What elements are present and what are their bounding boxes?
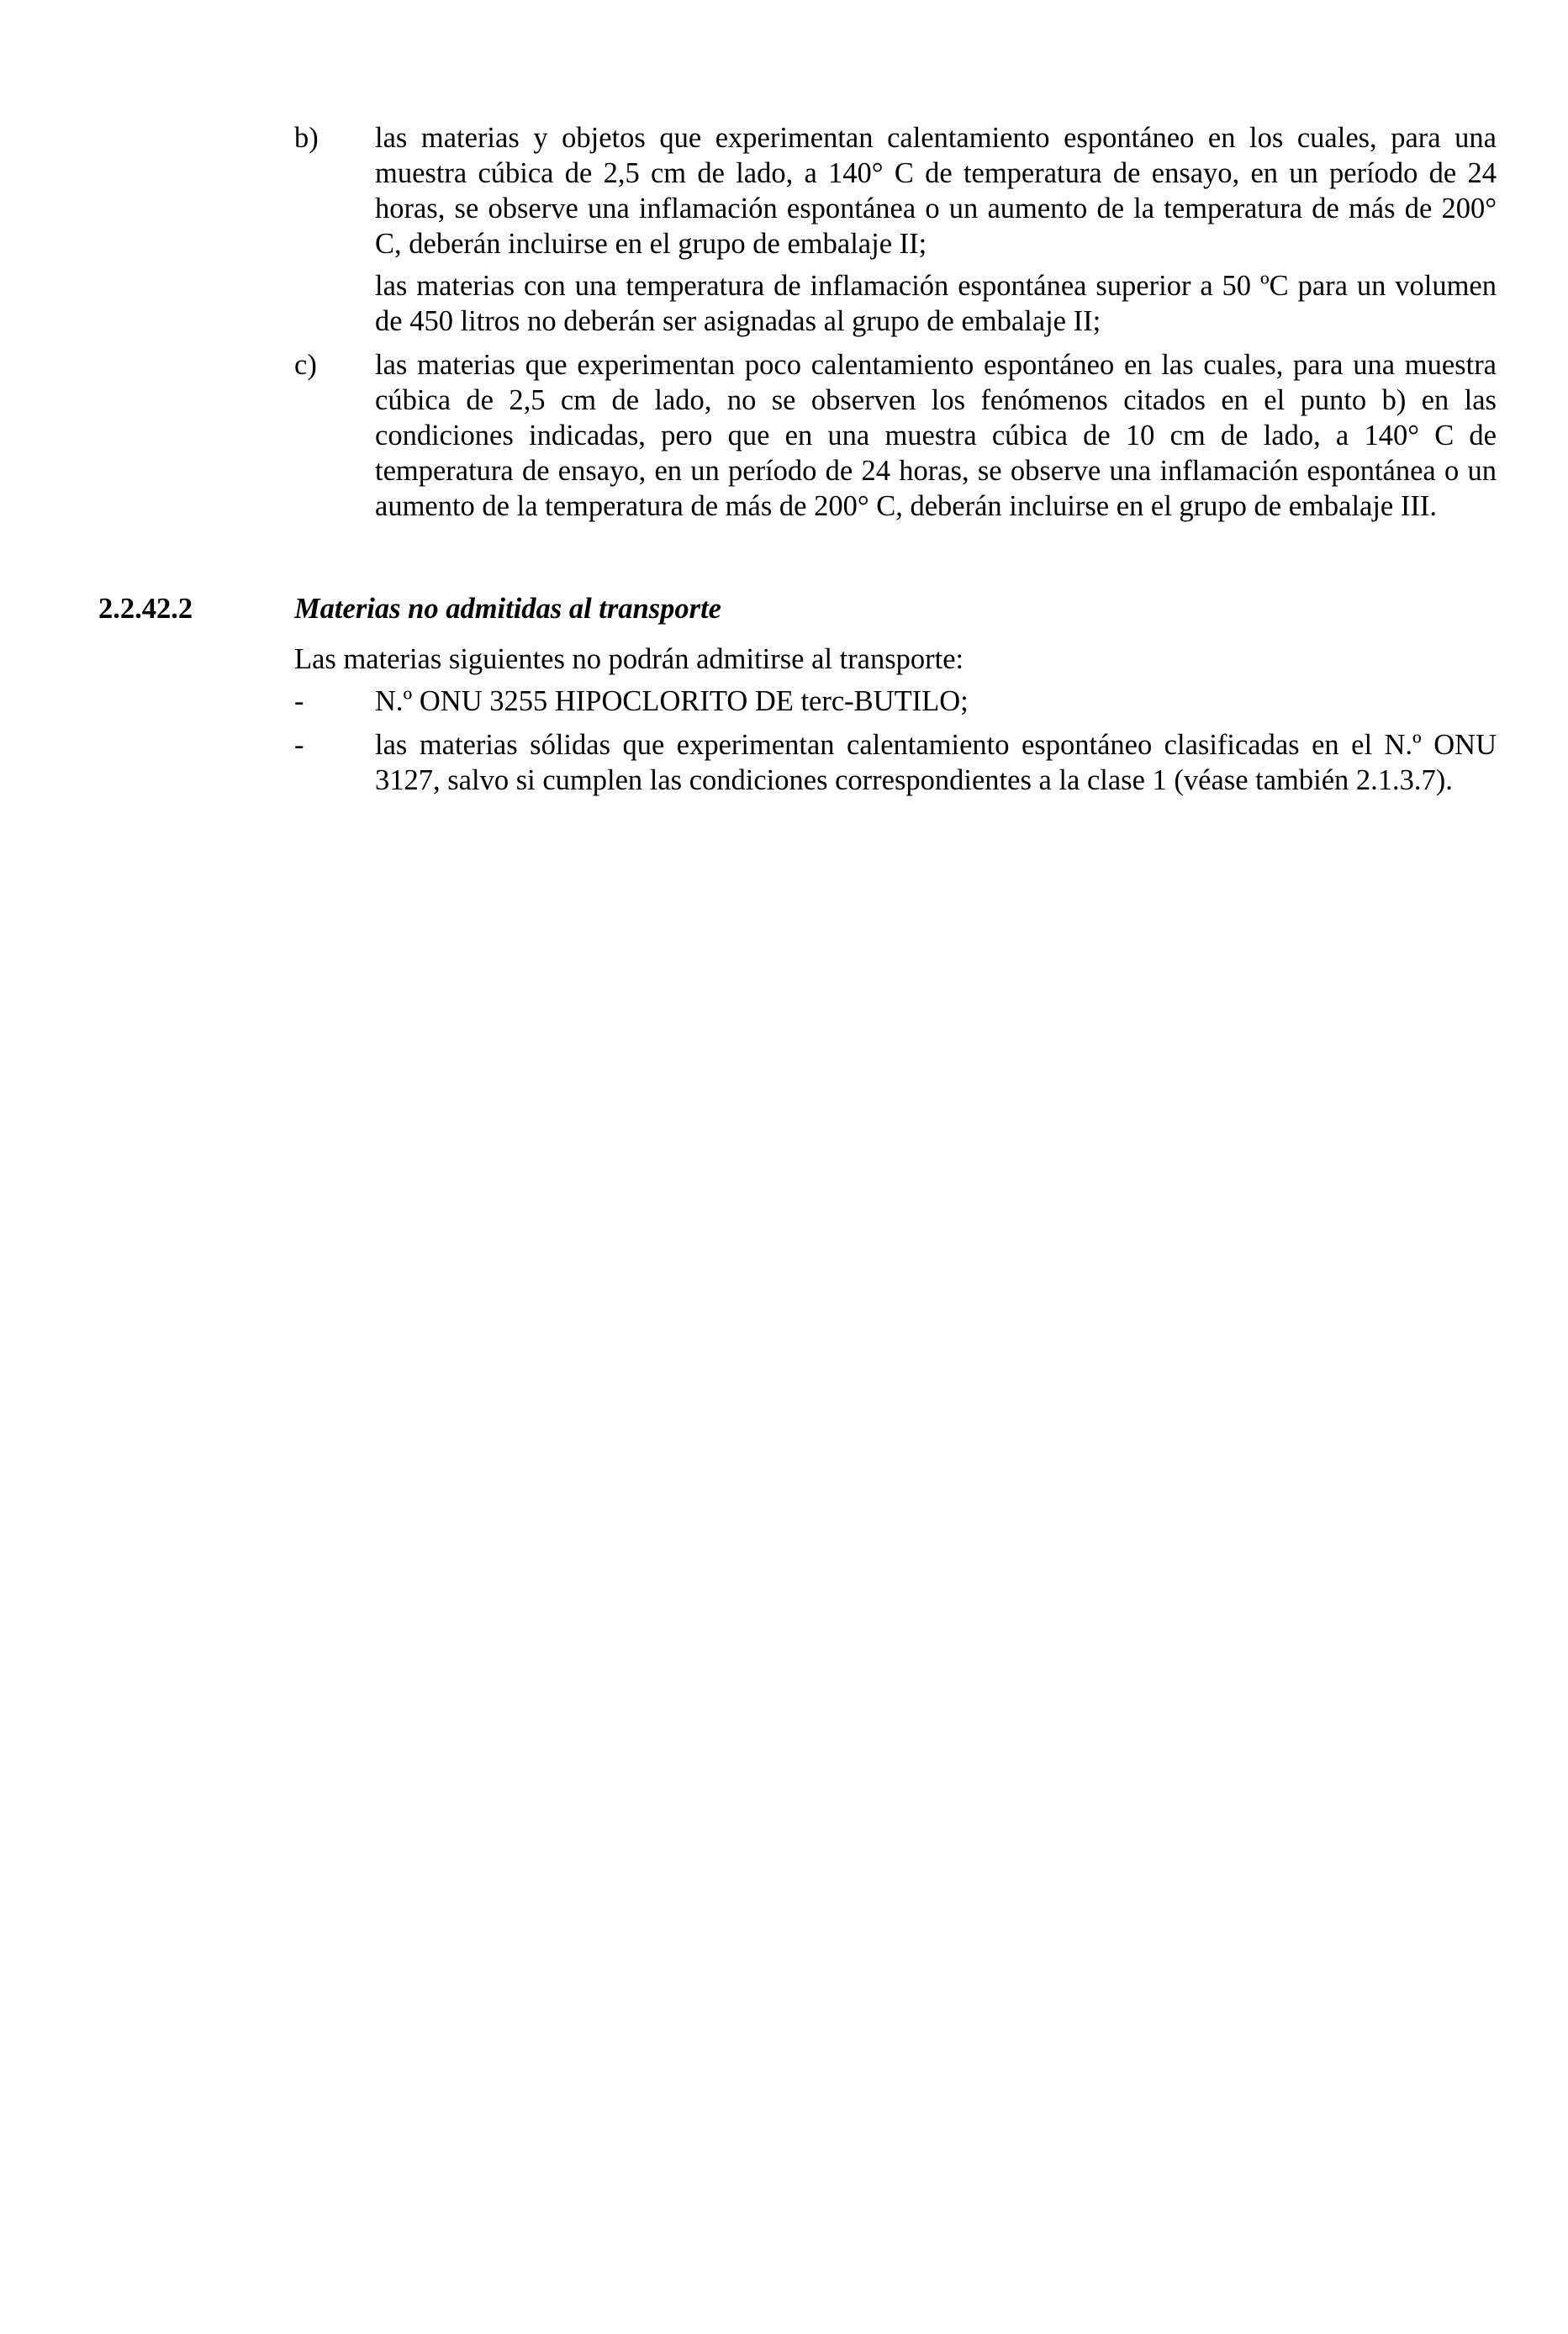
item-paragraph: las materias que experimentan poco calentamiento espontáneo en las cuales, para una muestra cúbica de 2,5 cm de lado, no se observen los fenómenos citados en el punto b) en las condiciones indicadas, pero que en una muestra cúbica de 10 cm de lado, a 140° C de temperatura de ensayo, en un período de 24 horas, se observe una inflamación espontánea o un aumento de la temperatura de más de 200° C, deberán incluirse en el grupo de embalaje III. [375,349,1497,522]
item-text: las materias sólidas que experimentan calentamiento espontáneo clasificadas en el N.º ONU 3127, salvo si cumplen las condiciones correspondientes a la clase 1 (véase también 2.1.3.7). [375,729,1497,796]
section-title: Materias no admitidas al transporte [294,593,721,625]
section-intro: Las materias siguientes no podrán admitirse al transporte: [294,643,964,675]
dash-list-item [294,727,1497,798]
item-marker: c) [294,349,317,381]
item-paragraph: las materias y objetos que experimentan calentamiento espontáneo en los cuales, para una muestra cúbica de 2,5 cm de lado, a 140° C de temperatura de ensayo, en un período de 24 horas, se observe una inflamación espontánea o un aumento de la temperatura de más de 200° C, deberán incluirse en el grupo de embalaje II; [375,122,1497,260]
dash-marker: - [294,685,304,717]
item-body [375,727,1497,798]
item-body [375,120,1497,339]
dash-marker: - [294,729,304,761]
list-item-c [294,347,1497,524]
dash-list-item [294,684,1497,719]
item-text: N.º ONU 3255 HIPOCLORITO DE terc-BUTILO; [375,685,969,717]
item-body [375,347,1497,524]
item-marker: b) [294,122,319,154]
section-number: 2.2.42.2 [98,593,193,625]
item-paragraph: las materias con una temperatura de inflamación espontánea superior a 50 ºC para un volumen de 450 litros no deberán ser asignadas al grupo de embalaje II; [375,270,1497,337]
item-body [375,684,1497,719]
list-item-b [294,120,1497,339]
